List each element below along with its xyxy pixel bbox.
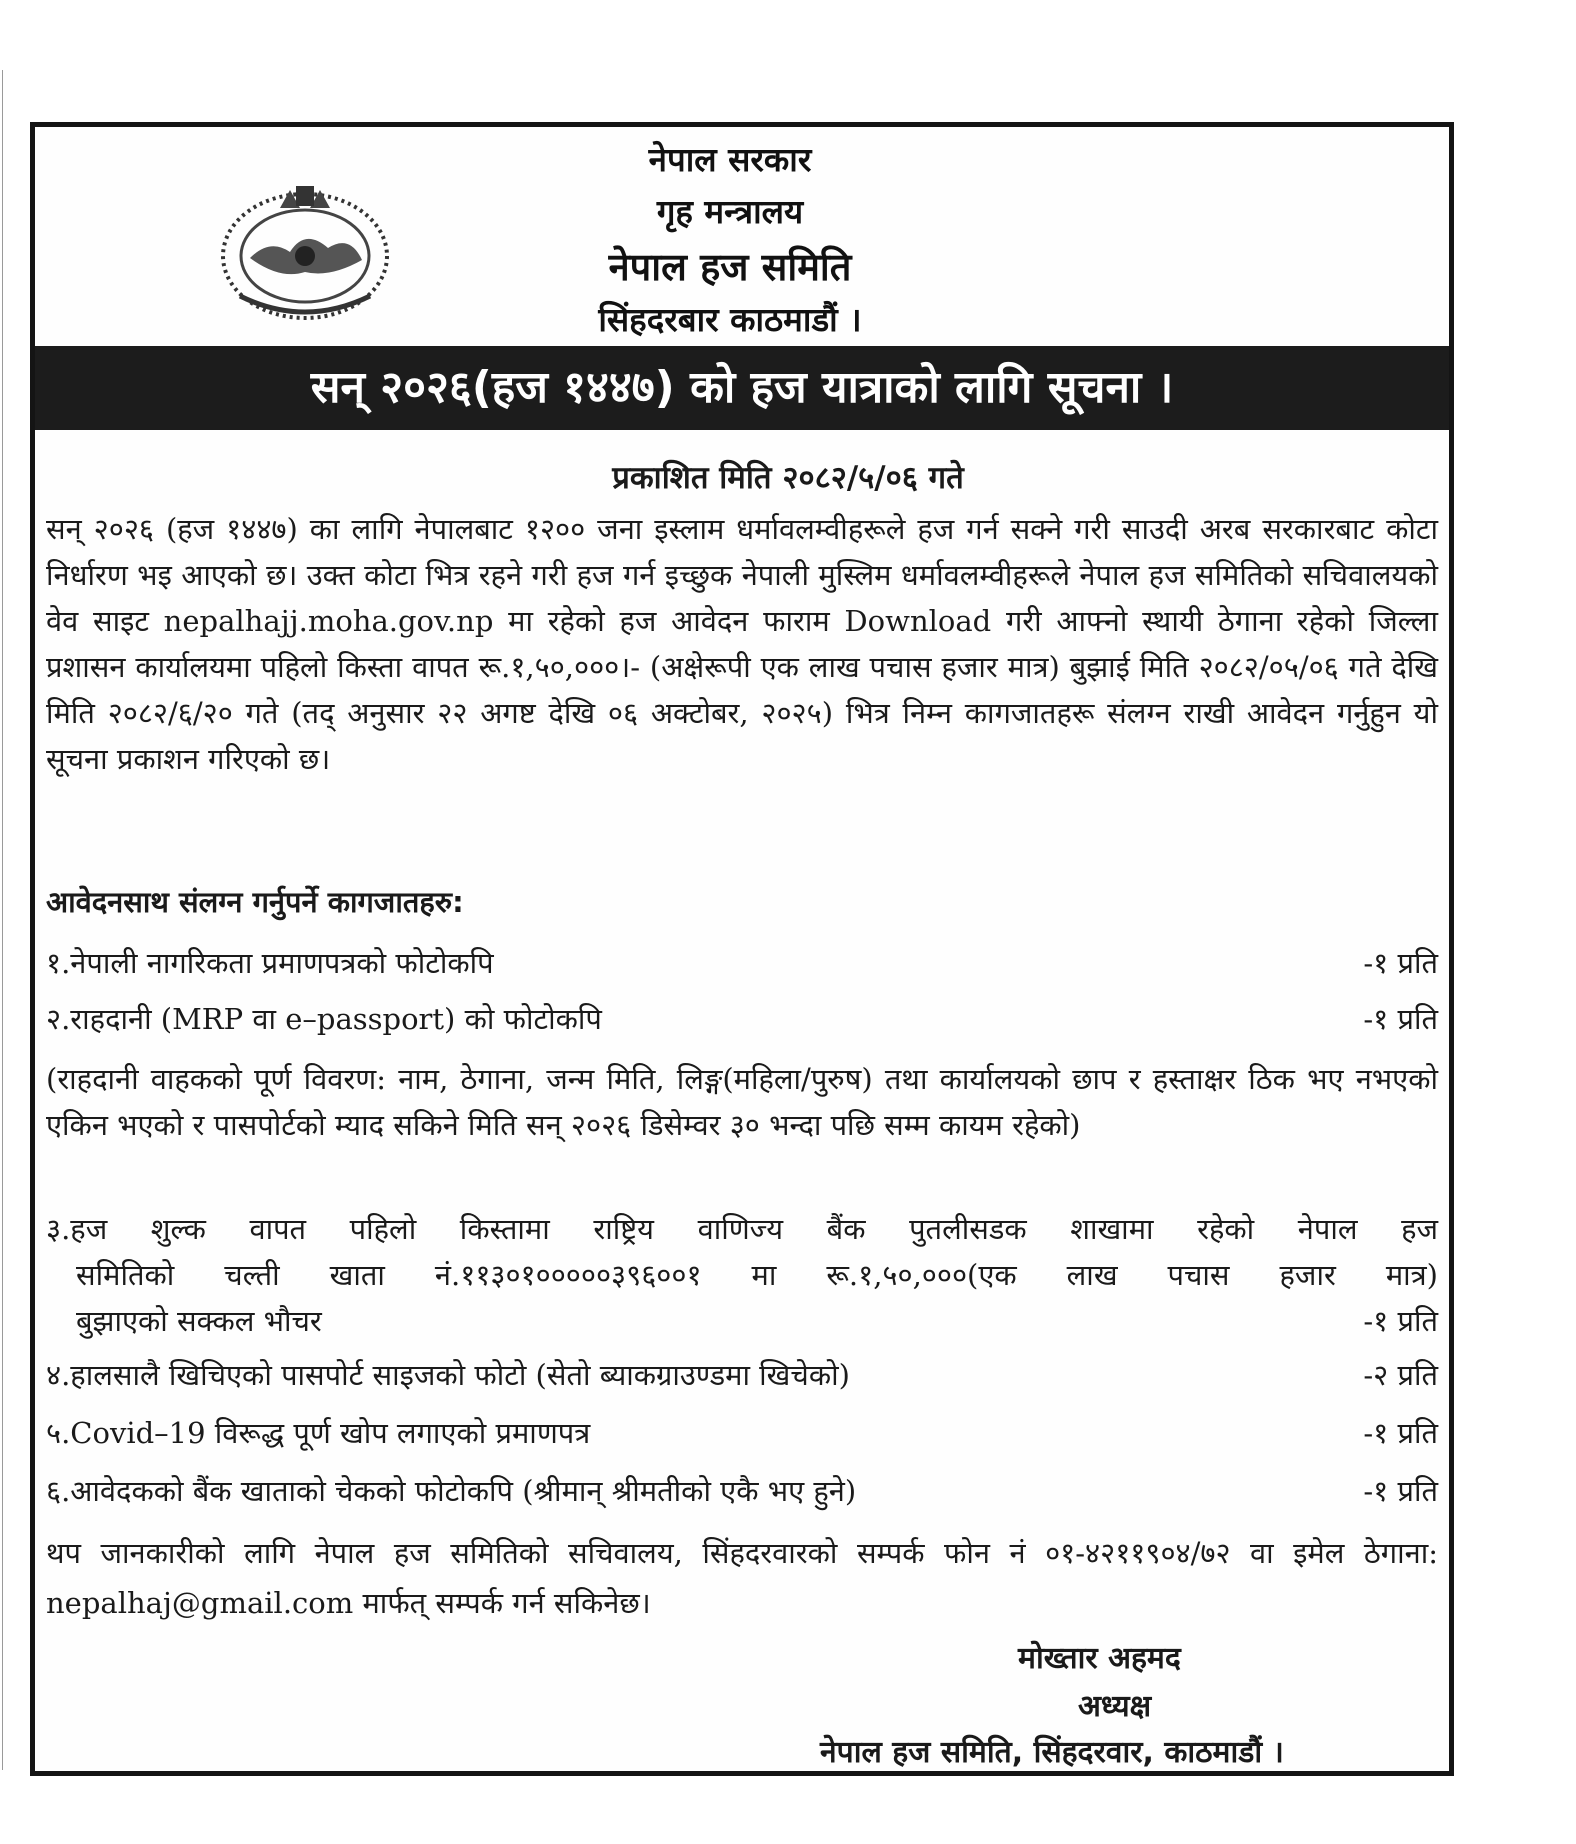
document-item-text: ६.आवेदकको बैंक खाताको चेकको फोटोकपि (श्रीमान् श्रीमतीको एकै भए हुने): [46, 1474, 857, 1508]
document-item-qty: -१ प्रति: [1363, 946, 1438, 980]
document-item-3-line-2: समितिको चल्ती खाता नं.११३०१०००००३९६००१ मा रू.१,५०,०००(एक लाख पचास हजार मात्र): [76, 1258, 1438, 1292]
document-item-qty: -१ प्रति: [1363, 1304, 1438, 1338]
document-item-3-line-1: ३.हज शुल्क वापत पहिलो किस्तामा राष्ट्रिय वाणिज्य बैंक पुतलीसडक शाखामा रहेको नेपाल हज: [46, 1212, 1438, 1246]
passport-note: (राहदानी वाहकको पूर्ण विवरण: नाम, ठेगाना, जन्म मिति, लिङ्ग(महिला/पुरुष) तथा कार्यालयको छाप र हस्ताक्षर ठिक भए नभएको एकिन भएको र पासपोर्टको म्याद सकिने मिति सन् २०२६ डिसेम्वर ३० भन्दा पछि सम्म कायम रहेको): [46, 1062, 1438, 1142]
header-government: नेपाल सरकार: [648, 140, 812, 179]
header-location: सिंहदरबार काठमाडौं ।: [598, 300, 862, 339]
nepal-government-emblem-icon: [210, 168, 400, 328]
document-item-text: बुझाएको सक्कल भौचर: [76, 1304, 322, 1338]
document-item-text: १.नेपाली नागरिकता प्रमाणपत्रको फोटोकपि: [46, 946, 494, 980]
intro-paragraph: सन् २०२६ (हज १४४७) का लागि नेपालबाट १२०० जना इस्लाम धर्मावलम्वीहरूले हज गर्न सक्ने गरी साउदी अरब सरकारबाट कोटा निर्धारण भइ आएको छ। उक्त कोटा भित्र रहने गरी हज गर्न इच्छुक नेपाली मुस्लिम धर्मावलम्वीहरूले नेपाल हज समितिको सचिवालयको वेव साइट nepalhajj.moha.gov.np मा रहेको हज आवेदन फाराम Download गरी आफ्नो स्थायी ठेगाना रहेको जिल्ला प्रशासन कार्यालयमा पहिलो किस्ता वापत रू.१,५०,०००।- (अक्षेरूपी एक लाख पचास हजार मात्र) बुझाई मिति २०८२/०५/०६ गते देखि मिति २०८२/६/२० गते (तद् अनुसार २२ अगष्ट देखि ०६ अक्टोबर, २०२५) भित्र निम्न कागजातहरू संलग्न राखी आवेदन गर्नुहुन यो सूचना प्रकाशन गरिएको छ।: [46, 512, 1438, 776]
document-item-2: [46, 996, 1438, 1042]
documents-heading: आवेदनसाथ संलग्न गर्नुपर्ने कागजातहरु:: [46, 885, 464, 919]
document-item-qty: -१ प्रति: [1363, 1002, 1438, 1036]
signatory-organization: नेपाल हज समिति, सिंहदरवार, काठमाडौं ।: [820, 1735, 1284, 1770]
signatory-title: अध्यक्ष: [1078, 1689, 1152, 1724]
document-item-qty: -२ प्रति: [1363, 1358, 1438, 1392]
header-committee: नेपाल हज समिति: [608, 245, 852, 289]
document-item-qty: -१ प्रति: [1363, 1474, 1438, 1508]
page-edge-line: [2, 70, 3, 1770]
document-item-5: [46, 1410, 1438, 1456]
document-item-3-line-3: [46, 1298, 1438, 1344]
document-item-text: ५.Covid–19 विरूद्ध पूर्ण खोप लगाएको प्रमाणपत्र: [46, 1416, 591, 1450]
document-item-text: ४.हालसालै खिचिएको पासपोर्ट साइजको फोटो (सेतो ब्याकग्राउण्डमा खिचेको): [46, 1358, 850, 1392]
document-item-text: २.राहदानी (MRP वा e–passport) को फोटोकपि: [46, 1002, 602, 1036]
header-ministry: गृह मन्त्रालय: [656, 192, 804, 231]
document-item-4: [46, 1352, 1438, 1398]
document-item-6: [46, 1468, 1438, 1514]
notice-title-banner: सन् २०२६(हज १४४७) को हज यात्राको लागि सूचना ।: [35, 346, 1449, 430]
document-item-qty: -१ प्रति: [1363, 1416, 1438, 1450]
published-date: प्रकाशित मिति २०८२/५/०६ गते: [612, 460, 964, 496]
contact-paragraph: थप जानकारीको लागि नेपाल हज समितिको सचिवालय, सिंहदरवारको सम्पर्क फोन नं ०१-४२११९०४/७२ वा इमेल ठेगाना: nepalhaj@gmail.com मार्फत् सम्पर्क गर्न सकिनेछ।: [46, 1536, 1438, 1620]
document-item-3: [46, 1206, 1438, 1344]
document-item-1: [46, 940, 1438, 986]
signatory-name: मोख्तार अहमद: [1018, 1641, 1181, 1676]
